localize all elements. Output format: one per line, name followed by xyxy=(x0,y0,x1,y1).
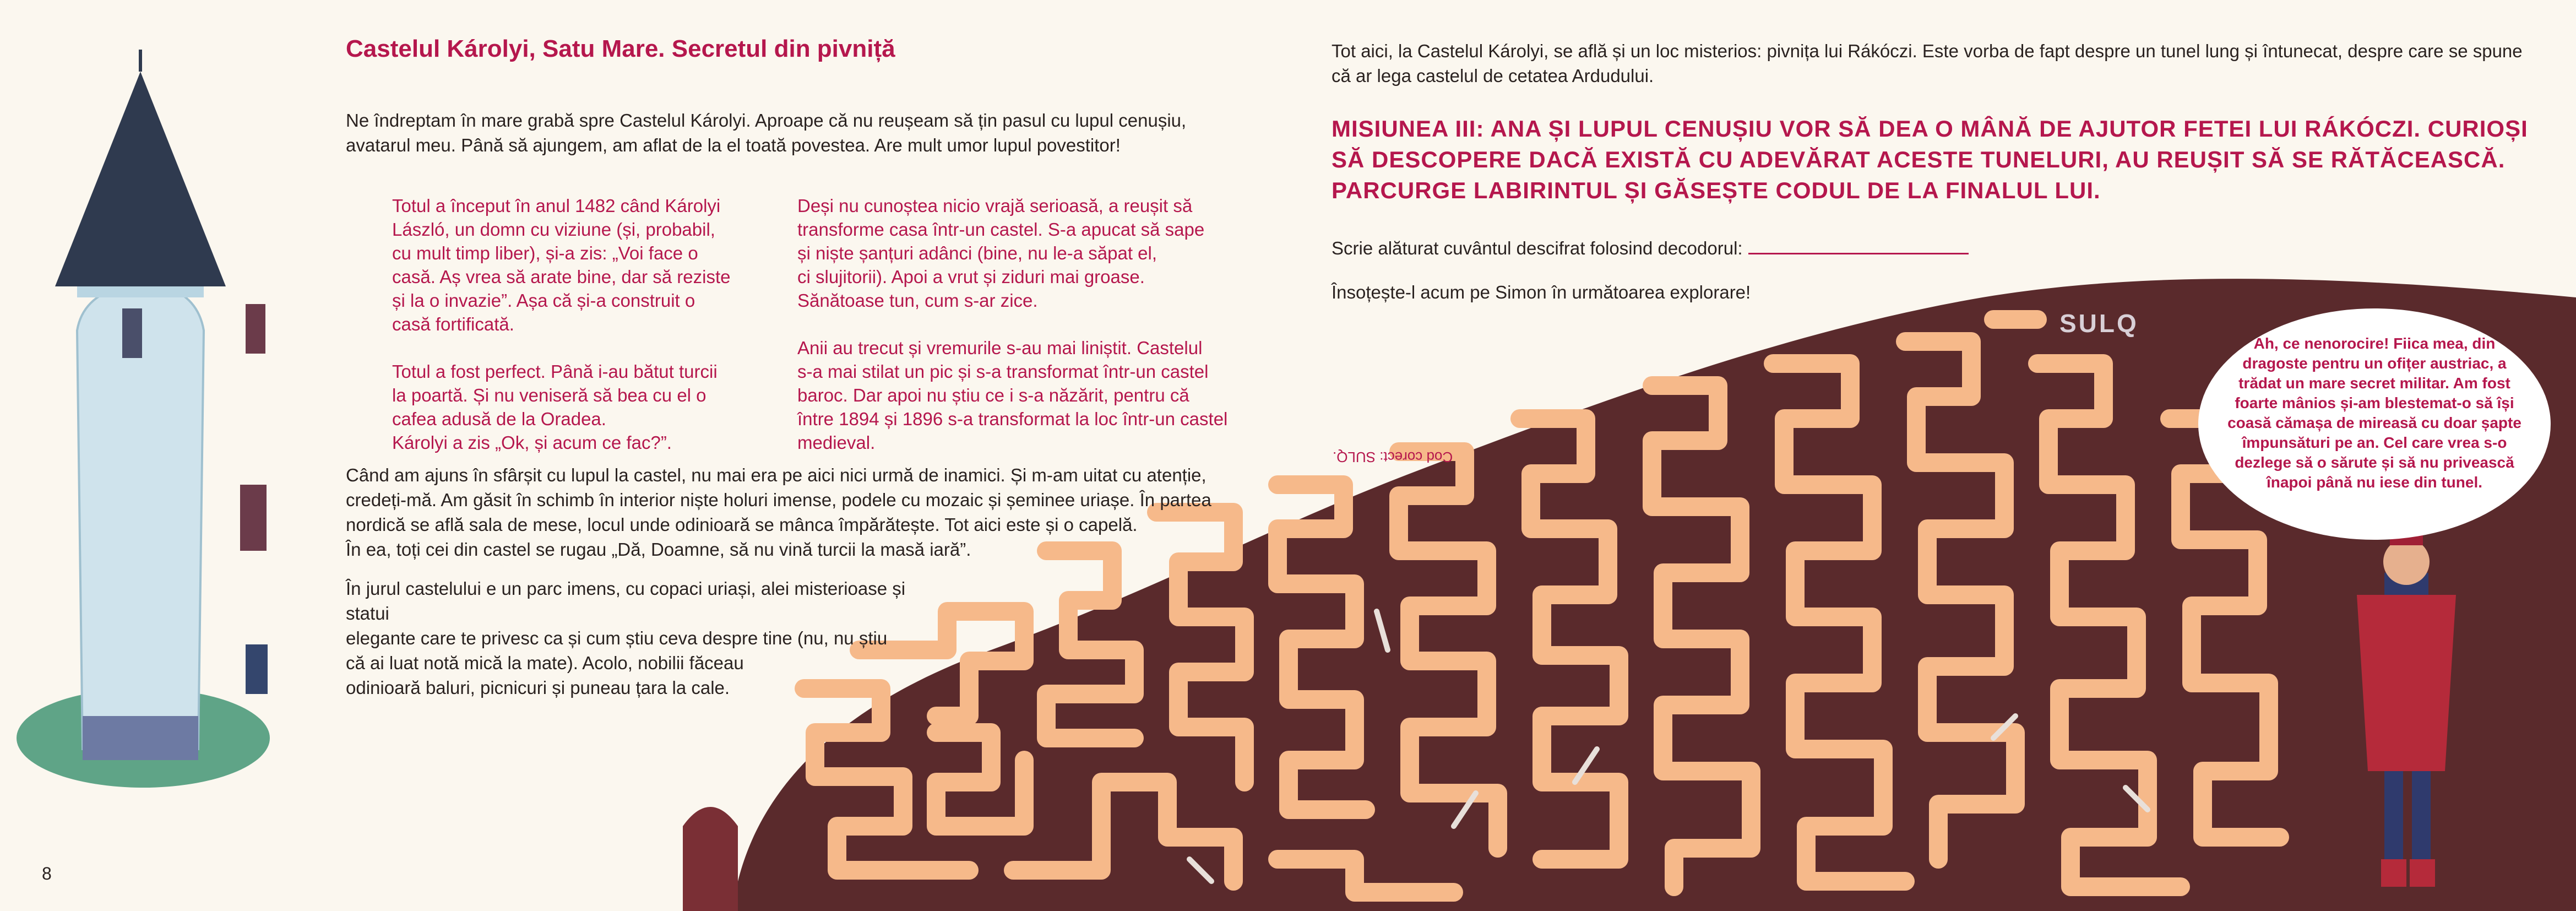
upside-down-answer: Cod corect: SULQ. xyxy=(1333,449,1453,465)
intro-paragraph: Ne îndreptam în mare grabă spre Castelul Károlyi. Aproape că nu reușeam să țin pasul cu lupul cenușiu, avatarul meu. Până să ajungem, am aflat de la el toată povestea. Are mult umor lupul povestitor! xyxy=(346,110,1187,155)
mission-heading: MISIUNEA III: ANA ȘI LUPUL CENUȘIU VOR SĂ DEA O MÂNĂ DE AJUTOR FETEI LUI RÁKÓCZI. CURIOȘI SĂ DESCOPERE DACĂ EXISTĂ CU ADEVĂRAT ACESTE TUNELURI, AU REUȘIT SĂ SE RĂTĂCEASCĂ. PARCURGE LABIRINTUL ȘI GĂSEȘTE CODUL DE LA FINALUL LUI. xyxy=(1332,116,2528,203)
tower-window xyxy=(122,308,142,358)
speech-bubble-text: Ah, ce nenorocire! Fiica mea, din dragoste pentru un ofițer austriac, a trădat un mare secret militar. Am fost foarte mânios și-am blestemat-o să își coasă cămașa de mireasă cu doar șapte împunsături pe an. Cel care vrea s-o dezlege să o sărute și să nu privească înapoi până nu iese din tunel. xyxy=(2227,335,2521,491)
decode-instruction xyxy=(1332,238,1969,259)
tower-roof xyxy=(55,72,226,286)
castle-interior-paragraph: Când am ajuns în sfârșit cu lupul la castel, nu mai era pe aici nici urmă de inamici. Și m-am uitat cu atenție, credeți-mă. Am găsit în schimb în interior niște holuri imense, podele cu mozaic și șeminee uriașe. În partea nordică se află sala de mese, locul unde odinioară se mânca împărătește. Tot aici este și o capelă. În ea, toți cei din castel se rugau „Dă, Doamne, să nu vină turcii la masă iară”. xyxy=(346,465,1211,560)
answer-blank[interactable] xyxy=(1748,238,1969,254)
decode-instruction-text: Scrie alăturat cuvântul descifrat folosind decodorul: xyxy=(1332,238,1743,258)
story-column-1: Totul a început în anul 1482 când Károlyi László, un domn cu viziune (și, probabil, cu mult timp liber), și-a zis: „Voi face o casă. Aș vrea să arate bine, dar să reziste și la o invazie”. Așa că și-a construit o casă fortificată. Totul a fost perfect. Până i-au bătut turcii la poartă. Și nu veniseră să bea cu el o cafea adusă de la Oradea. Károlyi a zis „Ok, și acum ce fac?”. xyxy=(392,196,731,453)
story-column-2: Deși nu cunoștea nicio vrajă serioasă, a reușit să transforme casa într-un castel. S-a apucat să sape și niște șanțuri adânci (bine, nu le-a săpat el, ci slujitorii). Apoi a vrut și ziduri mai groase. Sănătoase tun, cum s-ar zice. Anii au trecut și vremurile s-au mai liniștit. Castelul s-a mai stilat un pic și s-a transformat într-un castel baroc. Dar apoi nu știu ce i s-a năzărit, pentru că între 1894 și 1896 s-a transformat la loc într-un castel medieval. xyxy=(797,196,1228,453)
tower-window xyxy=(240,485,267,551)
tower-window xyxy=(246,304,265,354)
follow-up-text: Însoțește-l acum pe Simon în următoarea explorare! xyxy=(1332,282,1751,302)
rakoczi-cellar-intro: Tot aici, la Castelul Károlyi, se află și un loc misterios: pivnița lui Rákóczi. Este vorba de fapt despre un tunel lung și întunecat, despre care se spune că ar lega castelul de cetatea Ardudului. xyxy=(1332,41,2523,86)
castle-park-paragraph: În jurul castelului e un parc imens, cu copaci uriași, alei misterioase și statui elegante care te privesc ca și cum știu ceva despre tine (nu, nu știu că ai luat notă mică la mate). Acolo, nobilii făceau odinioară baluri, picnicuri și puneau țara la cale. xyxy=(346,578,906,698)
page-number: 8 xyxy=(42,864,52,883)
tower-window xyxy=(246,644,268,694)
tower-base xyxy=(83,716,198,760)
maze-code-label: SULQ xyxy=(2059,309,2139,338)
cave-entrance xyxy=(683,807,738,911)
page-title: Castelul Károlyi, Satu Mare. Secretul din pivniță xyxy=(346,35,895,62)
